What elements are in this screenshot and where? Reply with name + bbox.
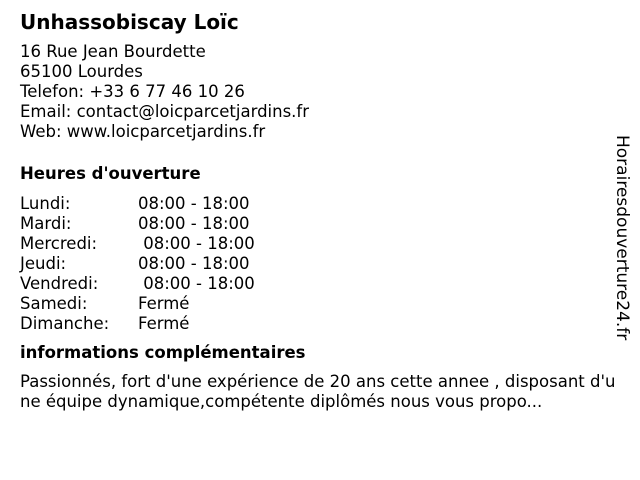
hours-day: Jeudi: (20, 254, 67, 273)
address-line-city: 65100 Lourdes (20, 62, 143, 81)
hours-time: 08:00 - 18:00 (138, 254, 250, 273)
additional-info-text: Passionnés, fort d'une expérience de 20 ans cette annee , disposant d'une équipe dynamique,compétente diplômés nous vous propo... (20, 372, 616, 411)
hours-row (20, 194, 255, 214)
additional-info-heading: informations complémentaires (20, 343, 306, 362)
hours-row (20, 254, 255, 274)
email-row (20, 102, 620, 122)
hours-day: Mardi: (20, 214, 72, 233)
web-link[interactable]: www.loicparcetjardins.fr (66, 122, 266, 141)
opening-hours-heading: Heures d'ouverture (20, 164, 201, 183)
hours-day: Samedi: (20, 294, 88, 313)
hours-time: Fermé (138, 294, 190, 313)
hours-row (20, 234, 255, 254)
address-line-street: 16 Rue Jean Bourdette (20, 42, 206, 61)
hours-time: 08:00 - 18:00 (138, 214, 250, 233)
hours-time: 08:00 - 18:00 (138, 194, 250, 213)
hours-time: 08:00 - 18:00 (138, 234, 255, 253)
hours-day: Dimanche: (20, 314, 110, 333)
hours-row (20, 214, 255, 234)
hours-day: Mercredi: (20, 234, 98, 253)
email-link[interactable]: contact@loicparcetjardins.fr (76, 102, 310, 121)
hours-row (20, 294, 255, 314)
phone-row (20, 82, 620, 102)
hours-row (20, 274, 255, 294)
email-label: Email: (20, 102, 72, 121)
hours-day: Lundi: (20, 194, 71, 213)
phone-link[interactable]: +33 6 77 46 10 26 (89, 82, 245, 101)
business-card (20, 8, 620, 412)
web-row (20, 122, 620, 142)
hours-row (20, 314, 255, 334)
phone-label: Telefon: (20, 82, 85, 101)
business-name: Unhassobiscay Loïc (20, 10, 239, 34)
hours-time: Fermé (138, 314, 190, 333)
hours-day: Vendredi: (20, 274, 99, 293)
web-label: Web: (20, 122, 62, 141)
site-watermark: Horairesdouverture24.fr (612, 135, 632, 341)
hours-time: 08:00 - 18:00 (138, 274, 255, 293)
opening-hours-table (20, 194, 255, 334)
